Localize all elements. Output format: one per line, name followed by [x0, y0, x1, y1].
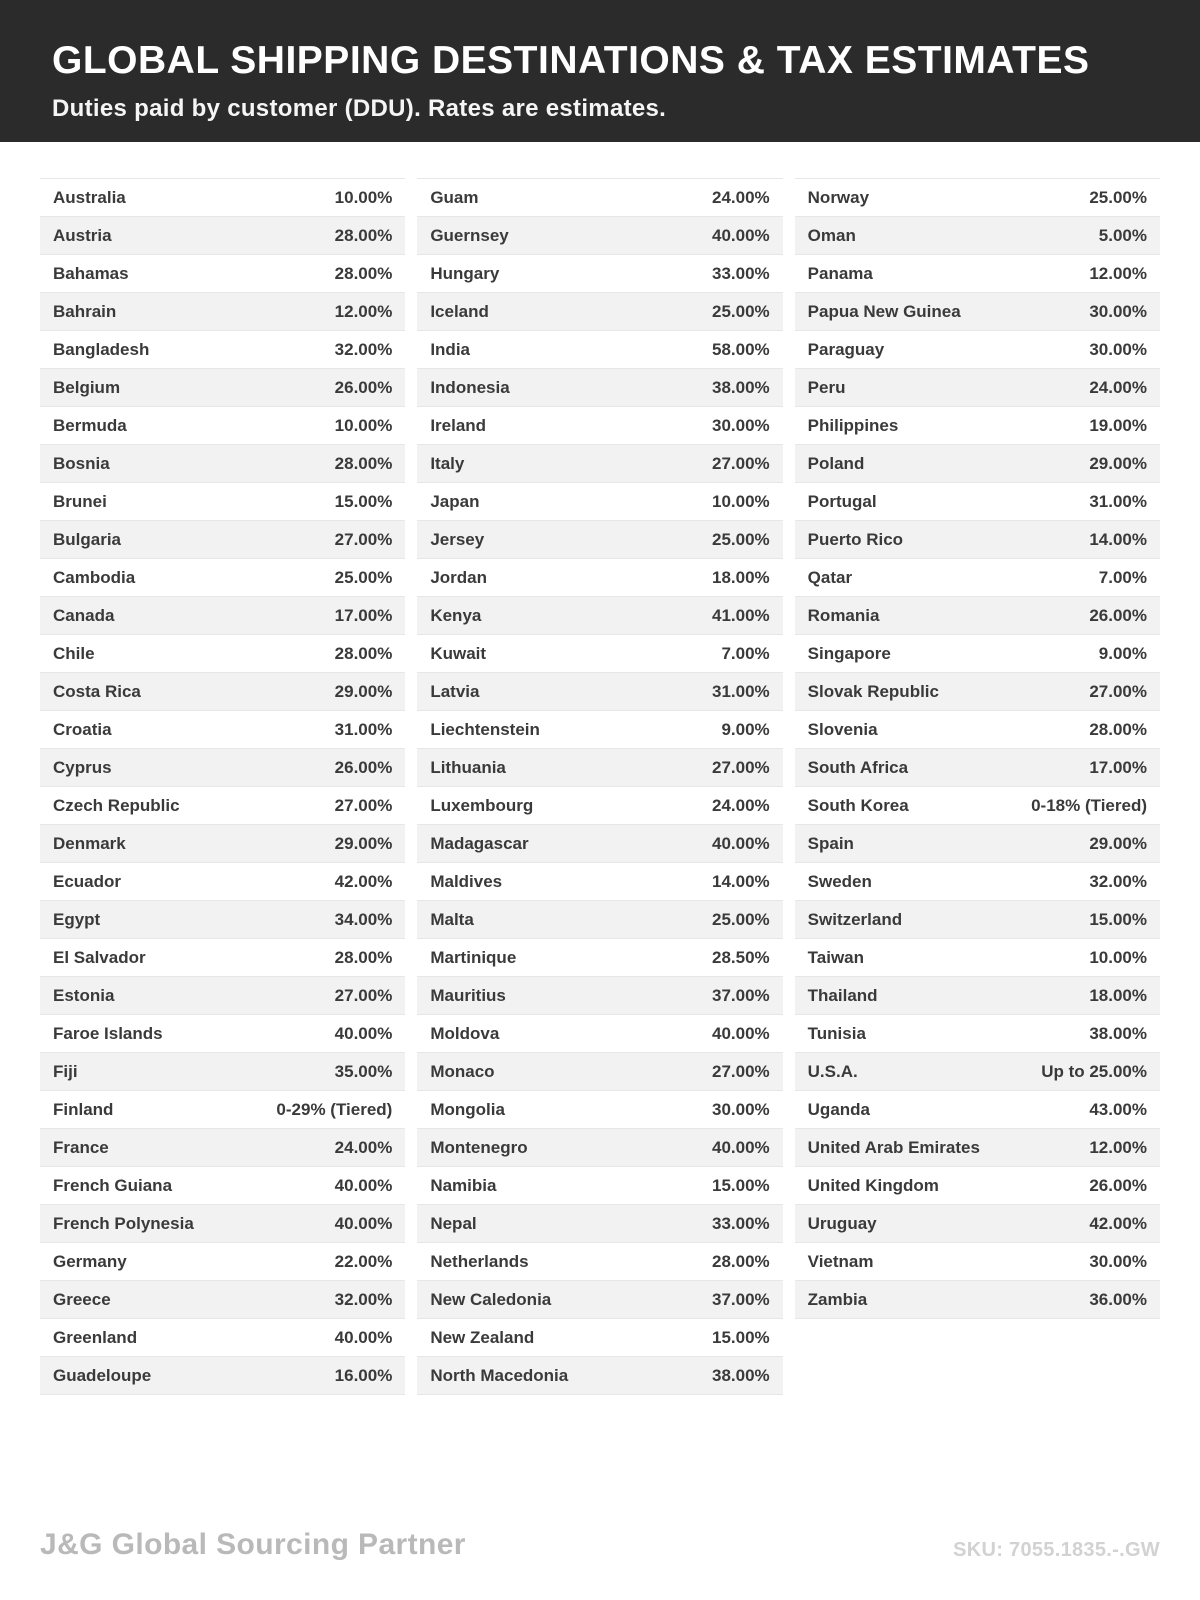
country-name: Namibia — [430, 1175, 497, 1195]
rate-row — [40, 825, 405, 863]
rate-row — [40, 521, 405, 559]
rate-row — [795, 369, 1160, 407]
country-name: Papua New Guinea — [807, 301, 961, 321]
rate-row — [40, 1129, 405, 1167]
country-name: Peru — [807, 377, 846, 397]
tax-rate: 40.00% — [334, 1023, 393, 1043]
rate-row — [417, 1167, 782, 1205]
tax-rate: 24.00% — [711, 795, 770, 815]
tax-rate: 32.00% — [334, 339, 393, 359]
country-name: Mongolia — [430, 1099, 505, 1119]
country-name: Cambodia — [53, 567, 136, 587]
tax-rate: 0-18% (Tiered) — [1031, 795, 1147, 815]
country-name: Zambia — [807, 1289, 868, 1309]
tax-rate: 12.00% — [334, 301, 393, 321]
country-name: Guadeloupe — [53, 1365, 152, 1385]
tax-rate: 10.00% — [334, 415, 393, 435]
country-name: Tunisia — [807, 1023, 866, 1043]
country-name: Denmark — [53, 833, 126, 853]
tax-rate: Up to 25.00% — [1041, 1061, 1147, 1081]
tax-rate: 38.00% — [711, 1365, 770, 1385]
rate-row — [40, 749, 405, 787]
country-name: Kenya — [430, 605, 482, 625]
country-name: Bosnia — [53, 453, 110, 473]
rate-row — [795, 597, 1160, 635]
rate-row — [40, 787, 405, 825]
tax-rate: 27.00% — [711, 757, 770, 777]
tax-rate: 7.00% — [1098, 567, 1147, 587]
tax-rate: 18.00% — [711, 567, 770, 587]
country-name: Bermuda — [53, 415, 127, 435]
country-name: Finland — [53, 1099, 114, 1119]
rate-row — [40, 1205, 405, 1243]
country-name: Liechtenstein — [430, 719, 540, 739]
tax-rate: 9.00% — [1098, 643, 1147, 663]
rate-row — [40, 1281, 405, 1319]
country-name: Ecuador — [53, 871, 122, 891]
tax-rate: 43.00% — [1089, 1099, 1147, 1119]
country-name: Luxembourg — [430, 795, 534, 815]
tax-rate: 28.00% — [334, 225, 393, 245]
rate-row — [417, 1281, 782, 1319]
rate-row — [795, 901, 1160, 939]
rate-row — [795, 1243, 1160, 1281]
country-name: Puerto Rico — [807, 529, 904, 549]
tax-rate: 31.00% — [334, 719, 393, 739]
tax-rate: 18.00% — [1089, 985, 1147, 1005]
country-name: Nepal — [430, 1213, 477, 1233]
rate-row — [417, 939, 782, 977]
rate-row — [40, 1243, 405, 1281]
rate-row — [40, 939, 405, 977]
tax-rate: 25.00% — [711, 301, 770, 321]
country-name: Cyprus — [53, 757, 112, 777]
tax-rate: 12.00% — [1089, 263, 1147, 283]
country-name: Czech Republic — [53, 795, 180, 815]
country-name: Ireland — [430, 415, 487, 435]
rate-row — [417, 635, 782, 673]
brand-name: J&G Global Sourcing Partner — [40, 1528, 466, 1561]
country-name: United Kingdom — [807, 1175, 939, 1195]
rate-row — [40, 1319, 405, 1357]
tax-rate: 58.00% — [711, 339, 770, 359]
tax-rate: 12.00% — [1089, 1137, 1147, 1157]
country-name: Guam — [430, 187, 479, 207]
rate-row — [40, 483, 405, 521]
tax-rate: 28.00% — [334, 643, 393, 663]
country-name: Malta — [430, 909, 474, 929]
country-name: Bahamas — [53, 263, 129, 283]
country-name: Martinique — [430, 947, 517, 967]
country-name: Moldova — [430, 1023, 500, 1043]
tax-rate: 30.00% — [1089, 1251, 1147, 1271]
rate-row — [417, 559, 782, 597]
country-name: Philippines — [807, 415, 899, 435]
rate-row — [40, 1091, 405, 1129]
rate-row — [795, 1129, 1160, 1167]
rate-row — [795, 1091, 1160, 1129]
tax-rate: 26.00% — [334, 757, 393, 777]
country-name: New Caledonia — [430, 1289, 552, 1309]
tax-rate: 41.00% — [711, 605, 770, 625]
rates-table — [0, 178, 1200, 1395]
country-name: Jersey — [430, 529, 485, 549]
country-name: Bangladesh — [53, 339, 150, 359]
rate-row — [417, 1015, 782, 1053]
country-name: Slovenia — [807, 719, 878, 739]
tax-rate: 40.00% — [711, 833, 770, 853]
country-name: Norway — [807, 187, 870, 207]
tax-rate: 40.00% — [711, 1137, 770, 1157]
rate-row — [795, 445, 1160, 483]
tax-rate: 10.00% — [334, 187, 393, 207]
country-name: El Salvador — [53, 947, 146, 967]
tax-rate: 25.00% — [711, 529, 770, 549]
tax-rate: 33.00% — [711, 1213, 770, 1233]
country-name: Estonia — [53, 985, 115, 1005]
page-header — [0, 0, 1200, 142]
rate-row — [417, 331, 782, 369]
country-name: New Zealand — [430, 1327, 535, 1347]
country-name: Croatia — [53, 719, 112, 739]
rate-row — [795, 825, 1160, 863]
country-name: Sweden — [807, 871, 872, 891]
tax-rate: 29.00% — [334, 833, 393, 853]
tax-rate: 26.00% — [1089, 605, 1147, 625]
rate-row — [417, 1205, 782, 1243]
tax-rate: 40.00% — [711, 225, 770, 245]
rate-row — [795, 1015, 1160, 1053]
rate-row — [417, 901, 782, 939]
rate-row — [795, 483, 1160, 521]
tax-rate: 10.00% — [1089, 947, 1147, 967]
tax-rate: 28.00% — [334, 263, 393, 283]
tax-rate: 17.00% — [334, 605, 393, 625]
country-name: French Guiana — [53, 1175, 173, 1195]
rate-row — [40, 901, 405, 939]
country-name: Canada — [53, 605, 115, 625]
tax-rate: 15.00% — [711, 1327, 770, 1347]
tax-rate: 27.00% — [334, 985, 393, 1005]
country-name: French Polynesia — [53, 1213, 194, 1233]
country-name: South Africa — [807, 757, 909, 777]
rate-row — [795, 749, 1160, 787]
tax-rate: 29.00% — [1089, 833, 1147, 853]
country-name: Costa Rica — [53, 681, 141, 701]
tax-rate: 14.00% — [711, 871, 770, 891]
country-name: North Macedonia — [430, 1365, 569, 1385]
rate-row — [40, 863, 405, 901]
tax-rate: 30.00% — [711, 415, 770, 435]
rate-row — [795, 711, 1160, 749]
tax-rate: 30.00% — [1089, 301, 1147, 321]
country-name: Netherlands — [430, 1251, 529, 1271]
rate-row — [795, 293, 1160, 331]
rate-row — [417, 483, 782, 521]
country-name: Italy — [430, 453, 465, 473]
tax-rate: 26.00% — [1089, 1175, 1147, 1195]
tax-rate: 25.00% — [1089, 187, 1147, 207]
tax-rate: 40.00% — [711, 1023, 770, 1043]
tax-rate: 40.00% — [334, 1213, 393, 1233]
country-name: Lithuania — [430, 757, 506, 777]
tax-rate: 40.00% — [334, 1327, 393, 1347]
rate-row — [40, 1167, 405, 1205]
tax-rate: 27.00% — [334, 529, 393, 549]
tax-rate: 42.00% — [1089, 1213, 1147, 1233]
tax-rate: 26.00% — [334, 377, 393, 397]
country-name: Germany — [53, 1251, 127, 1271]
rate-row — [417, 521, 782, 559]
country-name: Guernsey — [430, 225, 509, 245]
rate-row — [795, 521, 1160, 559]
country-name: Monaco — [430, 1061, 495, 1081]
rate-row — [417, 1319, 782, 1357]
country-name: Oman — [807, 225, 856, 245]
page-title: GLOBAL SHIPPING DESTINATIONS & TAX ESTIMATES — [52, 39, 1090, 82]
country-name: India — [430, 339, 470, 359]
country-name: Austria — [53, 225, 112, 245]
rate-row — [417, 255, 782, 293]
country-name: Qatar — [807, 567, 853, 587]
rate-row — [40, 445, 405, 483]
country-name: France — [53, 1137, 109, 1157]
rate-row — [417, 445, 782, 483]
tax-rate: 7.00% — [721, 643, 770, 663]
tax-rate: 16.00% — [334, 1365, 393, 1385]
rate-row — [40, 1015, 405, 1053]
tax-rate: 30.00% — [711, 1099, 770, 1119]
country-name: Japan — [430, 491, 480, 511]
rate-row — [417, 1243, 782, 1281]
rate-row — [795, 673, 1160, 711]
country-name: Paraguay — [807, 339, 885, 359]
rate-row — [417, 825, 782, 863]
tax-rate: 22.00% — [334, 1251, 393, 1271]
rate-row — [417, 217, 782, 255]
rate-row — [795, 863, 1160, 901]
sku-label: SKU: 7055.1835.-.GW — [953, 1539, 1160, 1561]
country-name: Brunei — [53, 491, 107, 511]
rate-row — [40, 293, 405, 331]
tax-rate: 24.00% — [1089, 377, 1147, 397]
country-name: Panama — [807, 263, 873, 283]
country-name: Singapore — [807, 643, 891, 663]
rate-row — [417, 711, 782, 749]
rate-row — [417, 1357, 782, 1395]
tax-rate: 38.00% — [1089, 1023, 1147, 1043]
tax-rate: 28.00% — [711, 1251, 770, 1271]
tax-rate: 15.00% — [1089, 909, 1147, 929]
tax-rate: 35.00% — [334, 1061, 393, 1081]
country-name: Taiwan — [807, 947, 865, 967]
rate-row — [40, 977, 405, 1015]
rate-row — [417, 863, 782, 901]
country-name: Uruguay — [807, 1213, 877, 1233]
country-name: Switzerland — [807, 909, 903, 929]
tax-rate: 42.00% — [334, 871, 393, 891]
country-name: Jordan — [430, 567, 488, 587]
tax-rate: 27.00% — [711, 1061, 770, 1081]
rate-row — [795, 1281, 1160, 1319]
tax-rate: 25.00% — [711, 909, 770, 929]
country-name: Fiji — [53, 1061, 78, 1081]
tax-rate: 40.00% — [334, 1175, 393, 1195]
tax-rate: 27.00% — [334, 795, 393, 815]
tax-rate: 29.00% — [1089, 453, 1147, 473]
tax-rate: 17.00% — [1089, 757, 1147, 777]
tax-rate: 31.00% — [1089, 491, 1147, 511]
country-name: Greece — [53, 1289, 111, 1309]
rate-row — [795, 217, 1160, 255]
tax-rate: 30.00% — [1089, 339, 1147, 359]
tax-rate: 9.00% — [721, 719, 770, 739]
rate-row — [795, 559, 1160, 597]
country-name: Indonesia — [430, 377, 510, 397]
country-name: Kuwait — [430, 643, 487, 663]
tax-rate: 28.00% — [1089, 719, 1147, 739]
tax-rate: 25.00% — [334, 567, 393, 587]
rates-column-3 — [795, 178, 1160, 1319]
rate-row — [795, 977, 1160, 1015]
country-name: Thailand — [807, 985, 878, 1005]
tax-rate: 19.00% — [1089, 415, 1147, 435]
tax-rate: 31.00% — [711, 681, 770, 701]
tax-rate: 37.00% — [711, 985, 770, 1005]
country-name: Maldives — [430, 871, 503, 891]
rate-row — [795, 331, 1160, 369]
rate-row — [417, 597, 782, 635]
country-name: Greenland — [53, 1327, 138, 1347]
rate-row — [417, 1053, 782, 1091]
rate-row — [417, 787, 782, 825]
rate-row — [417, 407, 782, 445]
rate-row — [795, 635, 1160, 673]
country-name: Faroe Islands — [53, 1023, 163, 1043]
country-name: Australia — [53, 187, 126, 207]
tax-rate: 27.00% — [1089, 681, 1147, 701]
country-name: Iceland — [430, 301, 489, 321]
tax-rate: 15.00% — [334, 491, 393, 511]
tax-rate: 27.00% — [711, 453, 770, 473]
rate-row — [417, 673, 782, 711]
country-name: Egypt — [53, 909, 101, 929]
rate-row — [40, 711, 405, 749]
country-name: Montenegro — [430, 1137, 528, 1157]
rate-row — [795, 939, 1160, 977]
rate-row — [40, 217, 405, 255]
rate-row — [40, 559, 405, 597]
country-name: Madagascar — [430, 833, 529, 853]
rate-row — [795, 255, 1160, 293]
country-name: Uganda — [807, 1099, 870, 1119]
rate-row — [417, 1129, 782, 1167]
rate-row — [40, 255, 405, 293]
tax-rate: 37.00% — [711, 1289, 770, 1309]
country-name: Hungary — [430, 263, 500, 283]
country-name: Mauritius — [430, 985, 506, 1005]
country-name: Chile — [53, 643, 95, 663]
tax-rate: 29.00% — [334, 681, 393, 701]
country-name: Slovak Republic — [807, 681, 939, 701]
tax-rate: 32.00% — [334, 1289, 393, 1309]
rate-row — [40, 1357, 405, 1395]
rate-row — [795, 179, 1160, 217]
country-name: Vietnam — [807, 1251, 874, 1271]
country-name: Bahrain — [53, 301, 117, 321]
tax-rate: 0-29% (Tiered) — [276, 1099, 393, 1119]
tax-rate: 14.00% — [1089, 529, 1147, 549]
tax-rate: 24.00% — [711, 187, 770, 207]
country-name: Belgium — [53, 377, 121, 397]
country-name: United Arab Emirates — [807, 1137, 980, 1157]
rate-row — [417, 1091, 782, 1129]
tax-rate: 34.00% — [334, 909, 393, 929]
tax-rate: 5.00% — [1098, 225, 1147, 245]
country-name: Spain — [807, 833, 854, 853]
rate-row — [417, 369, 782, 407]
country-name: Bulgaria — [53, 529, 122, 549]
rate-row — [40, 1053, 405, 1091]
rate-row — [417, 977, 782, 1015]
tax-rate: 28.50% — [711, 947, 770, 967]
rates-column-1 — [40, 178, 405, 1395]
rate-row — [40, 597, 405, 635]
country-name: Romania — [807, 605, 880, 625]
country-name: South Korea — [807, 795, 909, 815]
tax-rate: 36.00% — [1089, 1289, 1147, 1309]
page-footer — [40, 1528, 1160, 1562]
tax-rate: 10.00% — [711, 491, 770, 511]
rate-row — [417, 293, 782, 331]
rate-row — [40, 407, 405, 445]
rate-row — [795, 1167, 1160, 1205]
country-name: Latvia — [430, 681, 480, 701]
rate-row — [795, 787, 1160, 825]
tax-rate: 38.00% — [711, 377, 770, 397]
rates-column-2 — [417, 178, 782, 1395]
tax-rate: 28.00% — [334, 947, 393, 967]
tax-rate: 24.00% — [334, 1137, 393, 1157]
rate-row — [417, 749, 782, 787]
page-subtitle: Duties paid by customer (DDU). Rates are estimates. — [52, 94, 667, 122]
rate-row — [40, 179, 405, 217]
rate-row — [417, 179, 782, 217]
rate-row — [40, 331, 405, 369]
tax-rate: 33.00% — [711, 263, 770, 283]
tax-rate: 15.00% — [711, 1175, 770, 1195]
rate-row — [795, 407, 1160, 445]
country-name: U.S.A. — [807, 1061, 858, 1081]
rate-row — [795, 1053, 1160, 1091]
tax-rate: 32.00% — [1089, 871, 1147, 891]
rate-row — [40, 369, 405, 407]
country-name: Poland — [807, 453, 865, 473]
country-name: Portugal — [807, 491, 877, 511]
rate-row — [40, 673, 405, 711]
rate-row — [795, 1205, 1160, 1243]
tax-rate: 28.00% — [334, 453, 393, 473]
rate-row — [40, 635, 405, 673]
